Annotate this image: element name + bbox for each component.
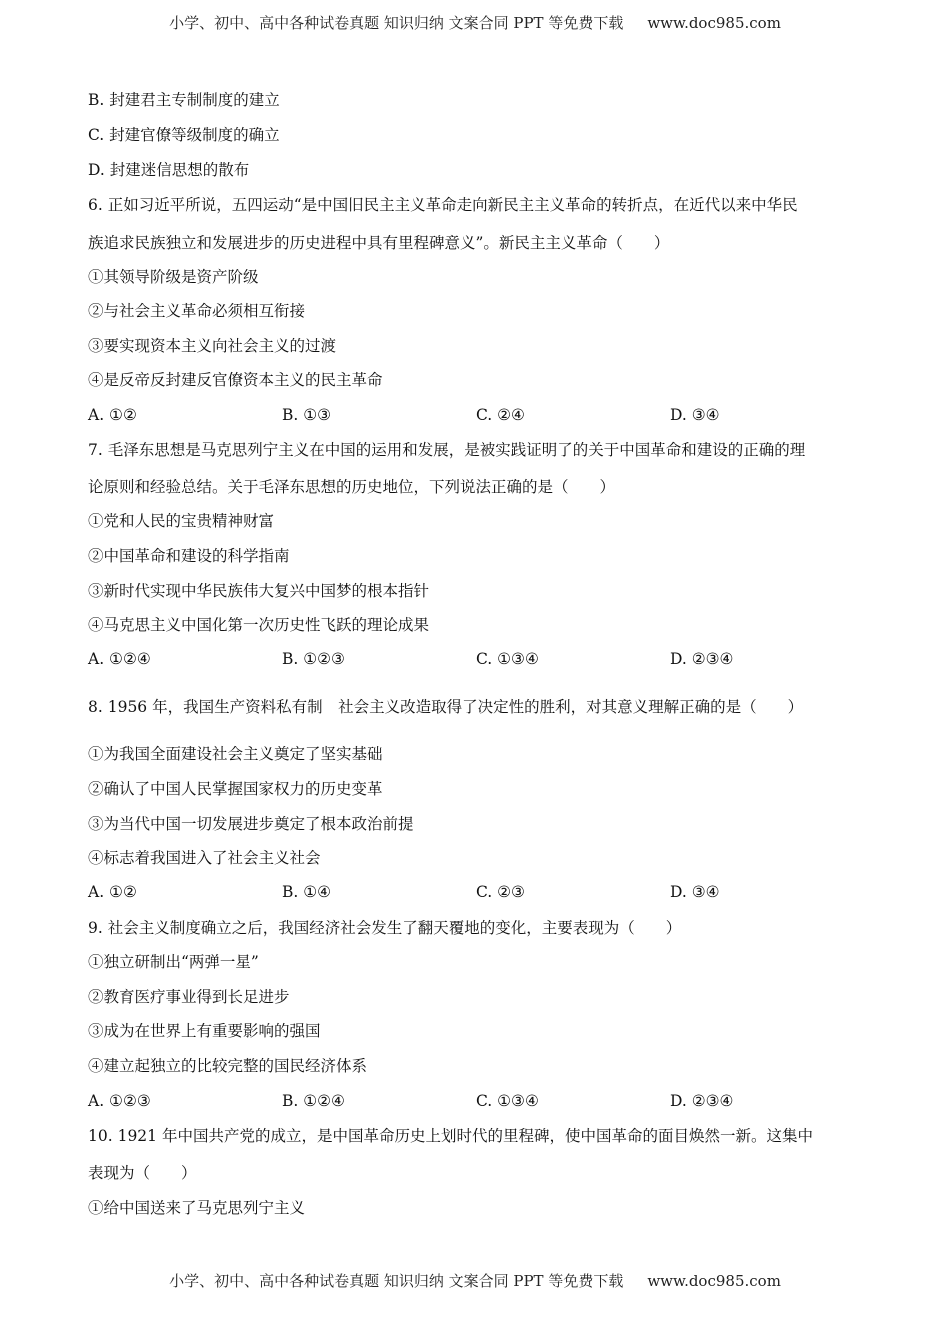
- statement-item: ③成为在世界上有重要影响的强国: [88, 1022, 321, 1040]
- option-a: A. ①②: [88, 883, 137, 901]
- statement-item: ②确认了中国人民掌握国家权力的历史变革: [88, 780, 383, 798]
- question-6-options: [88, 405, 868, 425]
- option-d: D. ③④: [670, 883, 720, 901]
- page-footer: [0, 1270, 950, 1291]
- statement-item: ①给中国送来了马克思列宁主义: [88, 1199, 306, 1217]
- statement-item: ②与社会主义革命必须相互衔接: [88, 302, 306, 320]
- option-b: B. ①②③: [282, 650, 345, 668]
- question-7-stem: 论原则和经验总结。关于毛泽东思想的历史地位，下列说法正确的是（ ）: [88, 478, 616, 496]
- statement-item: ①独立研制出“两弹一星”: [88, 953, 259, 971]
- statement-item: ④马克思主义中国化第一次历史性飞跃的理论成果: [88, 616, 430, 634]
- option-d: D. ②③④: [670, 1092, 734, 1110]
- footer-text: 小学、初中、高中各种试卷真题 知识归纳 文案合同 PPT 等免费下载: [169, 1272, 624, 1290]
- statement-item: ③为当代中国一切发展进步奠定了根本政治前提: [88, 815, 414, 833]
- question-7-stem: 7. 毛泽东思想是马克思列宁主义在中国的运用和发展，是被实践证明了的关于中国革命和建设的正确的理: [88, 441, 806, 459]
- question-8-stem: 8. 1956 年，我国生产资料私有制 社会主义改造取得了决定性的胜利，对其意义理解正确的是（ ）: [88, 698, 804, 716]
- page-header: [0, 12, 950, 33]
- text-line: D. 封建迷信思想的散布: [88, 161, 250, 179]
- statement-item: ④是反帝反封建反官僚资本主义的民主革命: [88, 371, 383, 389]
- question-6-stem: 6. 正如习近平所说，五四运动“是中国旧民主主义革命走向新民主主义革命的转折点，在近代以来中华民: [88, 196, 798, 214]
- option-d: D. ③④: [670, 406, 720, 424]
- option-c: C. ①③④: [476, 650, 539, 668]
- statement-item: ②教育医疗事业得到长足进步: [88, 988, 290, 1006]
- statement-item: ④建立起独立的比较完整的国民经济体系: [88, 1057, 368, 1075]
- question-9-stem: 9. 社会主义制度确立之后，我国经济社会发生了翻天覆地的变化，主要表现为（ ）: [88, 919, 682, 937]
- option-a: A. ①②: [88, 406, 137, 424]
- option-a: A. ①②③: [88, 1092, 151, 1110]
- question-10-stem: 表现为（ ）: [88, 1164, 197, 1182]
- question-9-options: [88, 1091, 868, 1111]
- option-d: D. ②③④: [670, 650, 734, 668]
- statement-item: ②中国革命和建设的科学指南: [88, 547, 290, 565]
- option-a: A. ①②④: [88, 650, 151, 668]
- statement-item: ①其领导阶级是资产阶级: [88, 268, 259, 286]
- footer-url[interactable]: www.doc985.com: [647, 1272, 781, 1290]
- header-text: 小学、初中、高中各种试卷真题 知识归纳 文案合同 PPT 等免费下载: [169, 14, 624, 32]
- statement-item: ①为我国全面建设社会主义奠定了坚实基础: [88, 745, 383, 763]
- statement-item: ④标志着我国进入了社会主义社会: [88, 849, 321, 867]
- question-10-stem: 10. 1921 年中国共产党的成立，是中国革命历史上划时代的里程碑，使中国革命的面目焕然一新。这集中: [88, 1127, 813, 1145]
- option-c: C. ①③④: [476, 1092, 539, 1110]
- option-c: C. ②③: [476, 883, 525, 901]
- question-7-options: [88, 649, 868, 669]
- statement-item: ③要实现资本主义向社会主义的过渡: [88, 337, 337, 355]
- statement-item: ③新时代实现中华民族伟大复兴中国梦的根本指针: [88, 582, 430, 600]
- option-b: B. ①④: [282, 883, 332, 901]
- statement-item: ①党和人民的宝贵精神财富: [88, 512, 275, 530]
- question-6-stem: 族追求民族独立和发展进步的历史进程中具有里程碑意义”。新民主主义革命（ ）: [88, 234, 670, 252]
- question-8-options: [88, 882, 868, 902]
- option-b: B. ①③: [282, 406, 332, 424]
- option-b: B. ①②④: [282, 1092, 345, 1110]
- text-line: B. 封建君主专制制度的建立: [88, 91, 280, 109]
- header-url[interactable]: www.doc985.com: [647, 14, 781, 32]
- option-c: C. ②④: [476, 406, 525, 424]
- text-line: C. 封建官僚等级制度的确立: [88, 126, 280, 144]
